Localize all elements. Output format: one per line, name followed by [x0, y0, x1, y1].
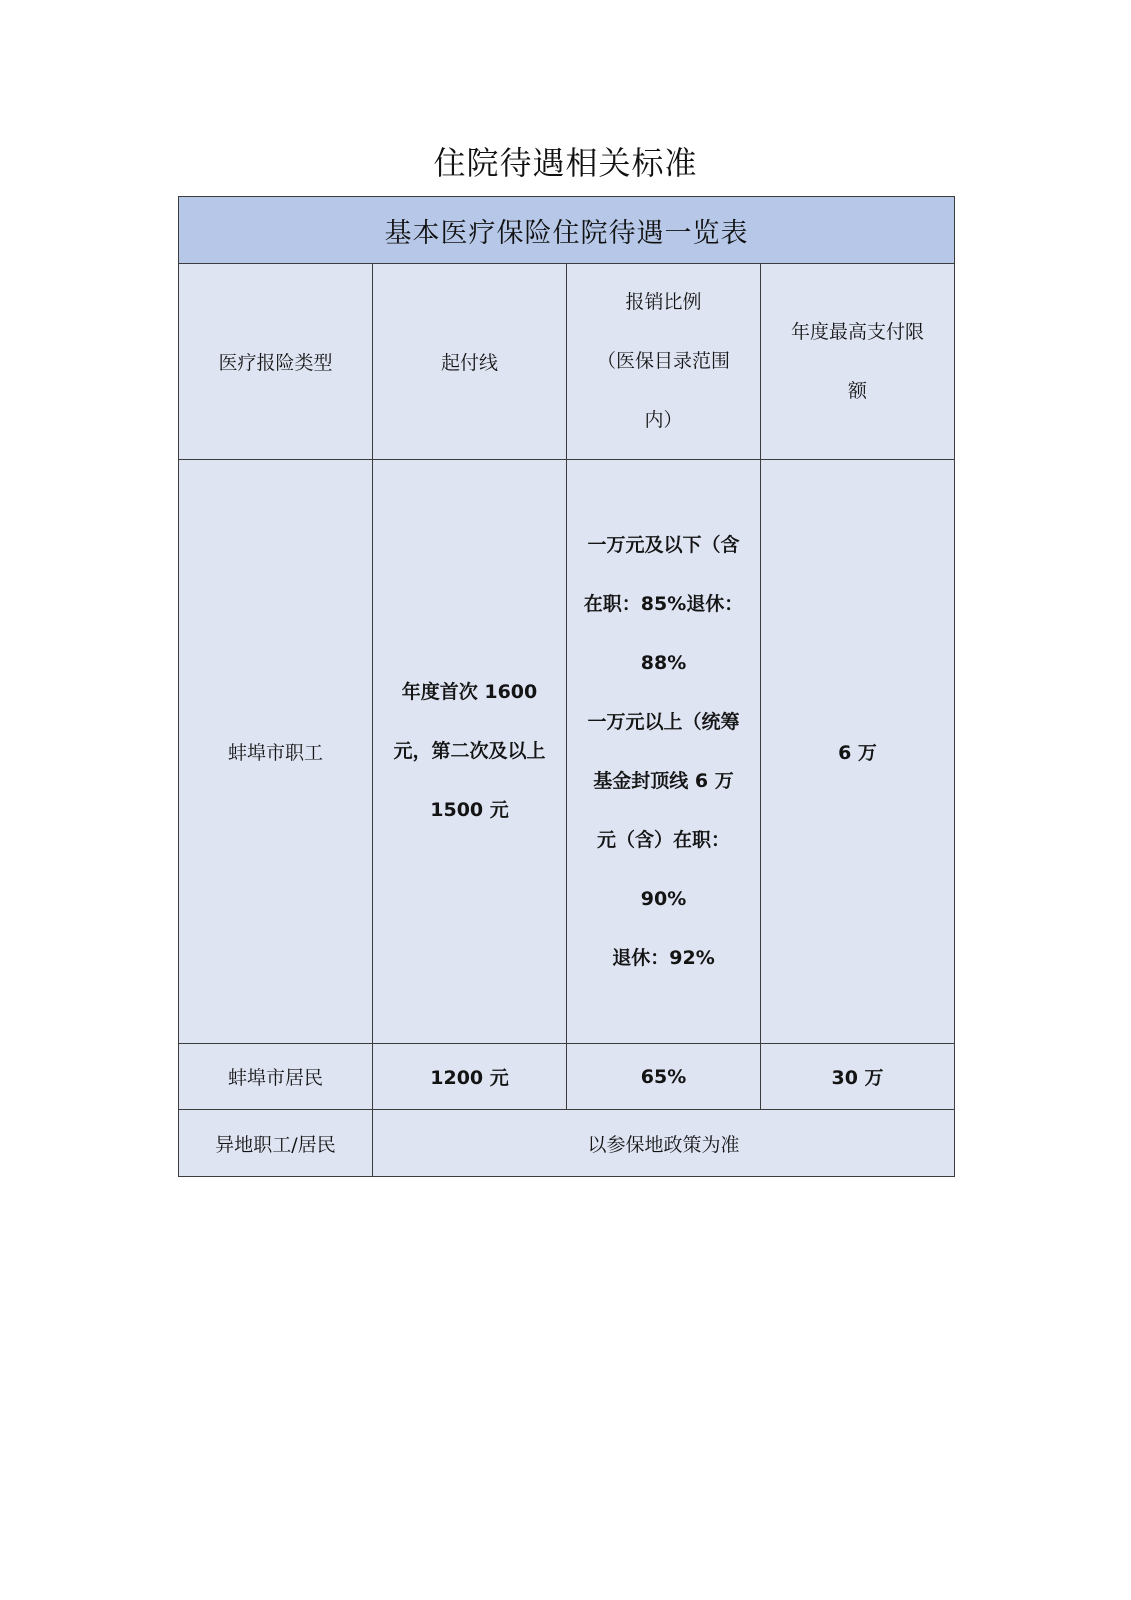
row-deductible-line: 年度首次 1600	[401, 681, 538, 703]
row-annual-limit	[761, 460, 955, 1044]
benefit-table	[178, 196, 955, 1177]
row-policy-note-text: 以参保地政策为准	[587, 1133, 740, 1156]
header-reimbursement-ratio	[567, 264, 761, 460]
row-ratio-line: 一万元及以下（含	[587, 533, 740, 556]
row-ratio-line: 元（含）在职：90%	[596, 828, 730, 910]
row-insurance-type-label: 异地职工/居民	[215, 1133, 336, 1156]
row-ratio-line: 在职：85%退休：	[583, 592, 744, 615]
table-caption: 基本医疗保险住院待遇一览表	[179, 197, 955, 264]
header-deductible-label: 起付线	[440, 352, 498, 374]
header-limit-line: 额	[847, 379, 867, 402]
header-ratio-line: 内）	[644, 409, 683, 431]
row-annual-limit	[761, 1044, 955, 1110]
header-ratio-line: 报销比例	[625, 291, 702, 313]
table-caption-row	[179, 197, 955, 264]
row-policy-note	[373, 1110, 955, 1177]
table-row	[179, 460, 955, 1044]
row-deductible-line: 元，第二次及以上	[393, 740, 546, 762]
table-row	[179, 1044, 955, 1110]
row-deductible-line: 1500 元	[430, 799, 509, 821]
row-ratio-line: 基金封顶线 6 万	[593, 769, 734, 792]
header-annual-limit	[761, 264, 955, 460]
row-annual-limit-value: 30 万	[831, 1067, 884, 1089]
page-title: 住院待遇相关标准	[433, 144, 698, 182]
row-deductible	[373, 460, 567, 1044]
header-limit-line: 年度最高支付限	[790, 320, 924, 343]
row-ratio-line: 一万元以上（统筹	[587, 710, 740, 733]
row-ratio-value: 65%	[640, 1065, 687, 1088]
row-insurance-type	[179, 460, 373, 1044]
row-deductible-value: 1200 元	[430, 1067, 509, 1089]
table-header-row	[179, 264, 955, 460]
row-insurance-type-label: 蚌埠市居民	[227, 1067, 323, 1089]
header-ratio-line: （医保目录范围	[596, 350, 730, 372]
row-deductible	[373, 1044, 567, 1110]
header-deductible	[373, 264, 567, 460]
row-insurance-type	[179, 1044, 373, 1110]
row-insurance-type-label: 蚌埠市职工	[227, 742, 323, 764]
row-reimbursement-ratio	[567, 1044, 761, 1110]
row-ratio-line: 退休：92%	[612, 946, 715, 969]
row-reimbursement-ratio	[567, 460, 761, 1044]
row-ratio-line: 88%	[640, 651, 687, 674]
row-insurance-type	[179, 1110, 373, 1177]
header-insurance-type-label: 医疗报险类型	[218, 352, 333, 374]
table-row	[179, 1110, 955, 1177]
header-insurance-type	[179, 264, 373, 460]
row-annual-limit-value: 6 万	[838, 742, 877, 764]
